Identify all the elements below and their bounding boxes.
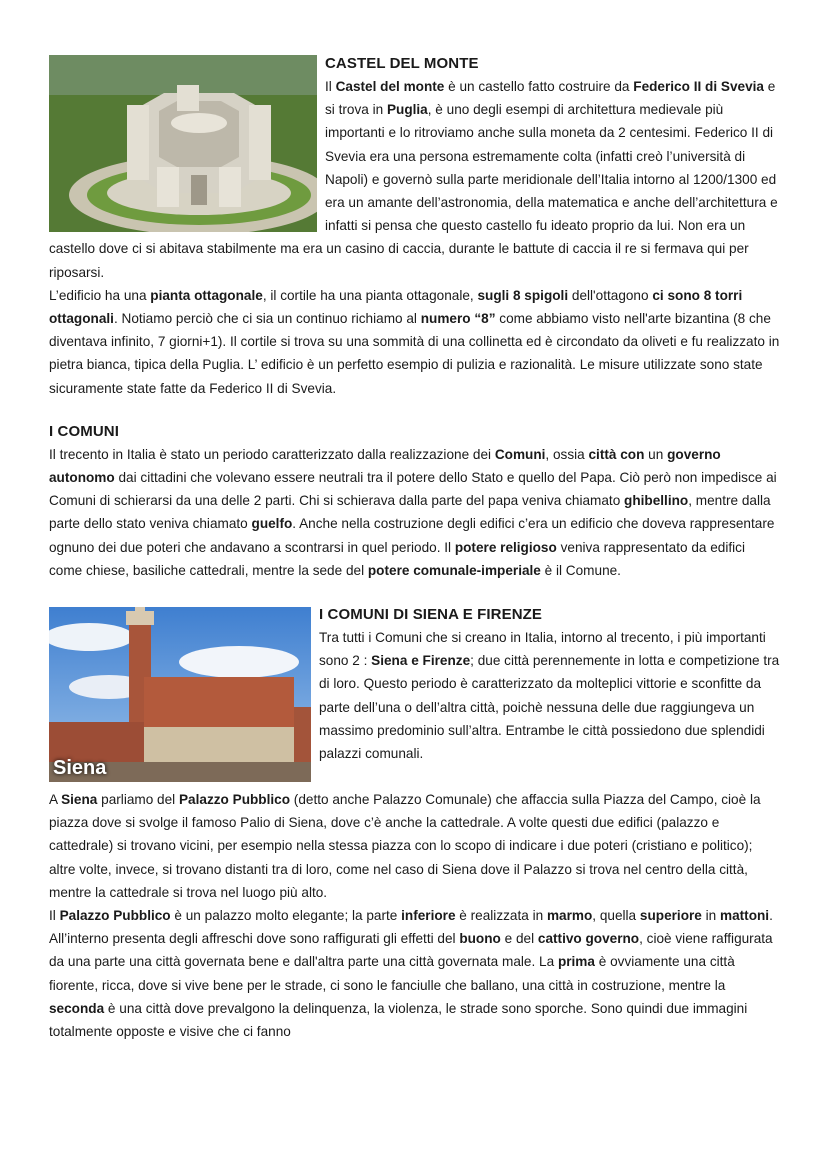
castel-paragraph-2: L’edificio ha una pianta ottagonale, il cortile ha una pianta ottagonale, sugli 8 spigoli dell'ottagono ci sono 8 torri ottagonali. Notiamo perciò che ci sia un continuo richiamo al numero “8” come abbiamo visto nell'arte bizantina (8 che diventava infinito, 7 giorni+1). Il cortile si trova su una sommità di una collinetta ed è circondato da oliveti e fu realizzato in pietra bianca, tipica della Puglia. L’ edificio è un perfetto esempio di pulizia e razionalità. Le misure utilizzate sono state sicuramente state fatte da Federico II di Svevia. (49, 287, 780, 396)
document-page (49, 0, 781, 1043)
section-title-i-comuni: I COMUNI (49, 422, 119, 440)
section-title-castel-del-monte: CASTEL DEL MONTE (325, 55, 479, 72)
siena-image-label: Siena (53, 757, 107, 780)
siena-photo (49, 607, 311, 782)
comuni-paragraph: Il trecento in Italia è stato un periodo caratterizzato dalla realizzazione dei Comuni, ossia città con un governo autonomo dai cittadini che volevano essere neutrali tra il potere dello Stato e quello del Papa. Ciò però non impedisce ai Comuni di schierarsi da una delle 2 parti. Chi si schierava dalla parte del papa veniva chiamato ghibellino, mentre dalla parte dello stato veniva chiamato guelfo. Anche nella costruzione degli edifici c’era un edificio che doveva rappresentare ognuno dei due poteri che andavano a scontrarsi in quel periodo. Il potere religioso veniva rappresentato da edifici come chiese, basiliche cattedrali, mentre la sede del potere comunale-imperiale è il Comune. (49, 446, 777, 578)
siena-illustration (49, 607, 311, 782)
siena-firenze-paragraph-1: Tra tutti i Comuni che si creano in Italia, intorno al trecento, i più importanti sono 2 : Siena e Firenze; due città perennemente in lotta e competizione tra di loro. Questo periodo è caratterizzato da molteplici vittorie e sconfitte da parte dell’una o dell’altra città, poichè nessuna delle due raggiungeva un massimo predominio sull’altra. Entrambe le città possiedono due splendidi palazzi comunali. (319, 630, 780, 762)
siena-firenze-paragraph-3: Il Palazzo Pubblico è un palazzo molto elegante; la parte inferiore è realizzata in marmo, quella superiore in mattoni. All’interno presenta degli affreschi dove sono raffigurati gli effetti del buono e del cattivo governo, cioè viene raffigurata da una parte una città governata bene e dall'altra parte una città governata male. La prima è ovviamente una città fiorente, ricca, dove si vive bene per le strade, ci sono le fanciulle che ballano, una città in costruzione, mentre la seconda è una città dove prevalgono la delinquenza, la violenza, le strade sono sporche. Sono quindi due immagini totalmente opposte e visive che ci fanno (49, 908, 773, 1040)
siena-firenze-paragraph-2: A Siena parliamo del Palazzo Pubblico (detto anche Palazzo Comunale) che affaccia sulla Piazza del Campo, cioè la piazza dove si svolge il famoso Palio di Siena, dove c’è anche la cattedrale. A volte questi due edifici (palazzo e cattedrale) si trovano vicini, per esempio nella stessa piazza con lo scopo di indicare i due poteri (cristiano e politico); altre volte, invece, si trovano distanti tra di loro, come nel caso di Siena dove il Palazzo si trova nel centro della città, mentre la cattedrale si trova nel luogo più alto. (49, 792, 761, 900)
castel-paragraph-1: Il Castel del monte è un castello fatto costruire da Federico II di Svevia e si trova in Puglia, è uno degli esempi di architettura medievale più importanti e lo ritroviamo anche sulla moneta da 2 centesimi. Federico II di Svevia era una persona estremamente colta (infatti creò l’università di Napoli) e governò sulla parte meridionale dell’Italia intorno al 1200/1300 ed era un amante dell’astronomia, della matematica e anche dell’architettura e infatti si pensa che questo castello fu ideato proprio da lui. Non era un castello dove ci si abitava stabilmente ma era un casino di caccia, durante le battute di caccia il re si fermava qui per riposarsi. (49, 79, 778, 280)
castel-del-monte-photo (49, 55, 317, 232)
castle-illustration (49, 55, 317, 232)
section-title-siena-firenze: I COMUNI DI SIENA E FIRENZE (319, 606, 542, 624)
